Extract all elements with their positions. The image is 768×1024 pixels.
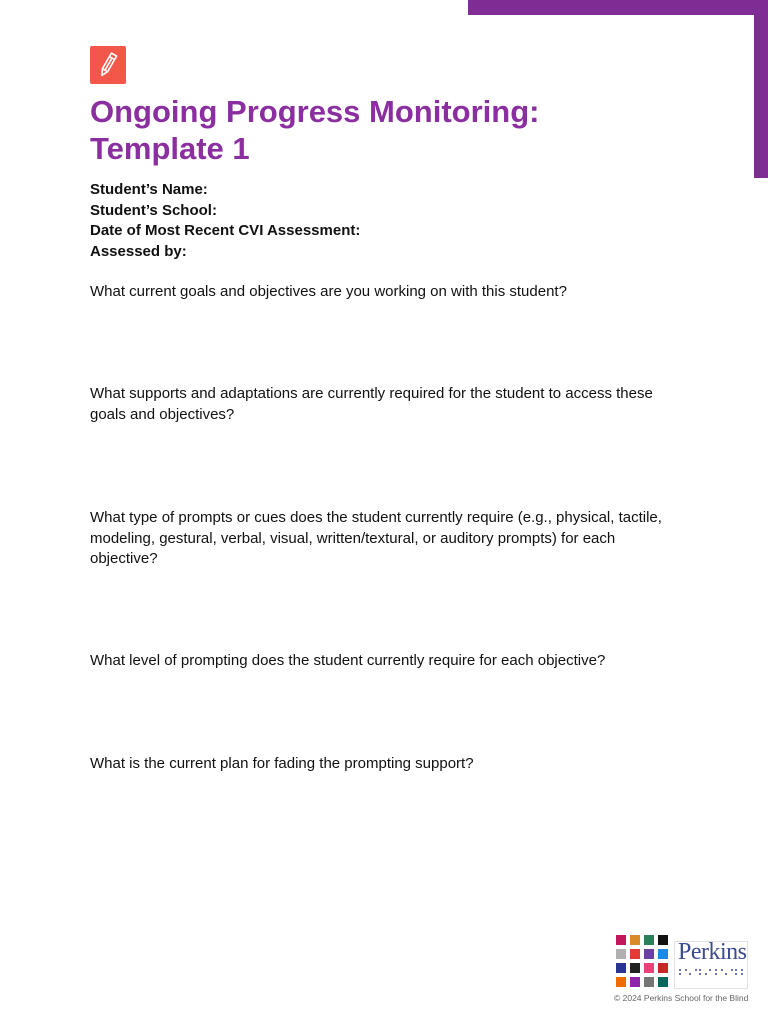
question-prompt-level: What level of prompting does the student currently require for each objective? (90, 652, 606, 669)
title-line-2: Template 1 (90, 131, 250, 166)
pencil-icon (90, 46, 126, 84)
top-accent-bar (468, 0, 768, 15)
assessment-date-label: Date of Most Recent CVI Assessment: (90, 222, 361, 239)
student-name-label: Student’s Name: (90, 181, 208, 198)
perkins-color-grid-icon (614, 933, 668, 987)
question-goals: What current goals and objectives are you working on with this student? (90, 283, 567, 300)
student-info-fields (90, 180, 360, 262)
title-line-1: Ongoing Progress Monitoring: (90, 94, 540, 129)
student-school-label: Student’s School: (90, 201, 217, 219)
question-supports: What supports and adaptations are currently required for the student to access these goals and objectives? (90, 385, 653, 423)
perkins-wordmark: Perkins (678, 939, 747, 965)
page-title (90, 93, 539, 167)
side-accent-bar (754, 0, 768, 178)
question-fading-plan: What is the current plan for fading the prompting support? (90, 755, 474, 772)
question-prompt-types: What type of prompts or cues does the student currently require (e.g., physical, tactile, modeling, gestural, verbal, visual, written/textural, or auditory prompts) for each objective? (90, 509, 662, 567)
copyright-text: © 2024 Perkins School for the Blind (614, 993, 749, 1003)
assessed-by-label: Assessed by: (90, 242, 187, 260)
braille-dots (678, 967, 746, 977)
